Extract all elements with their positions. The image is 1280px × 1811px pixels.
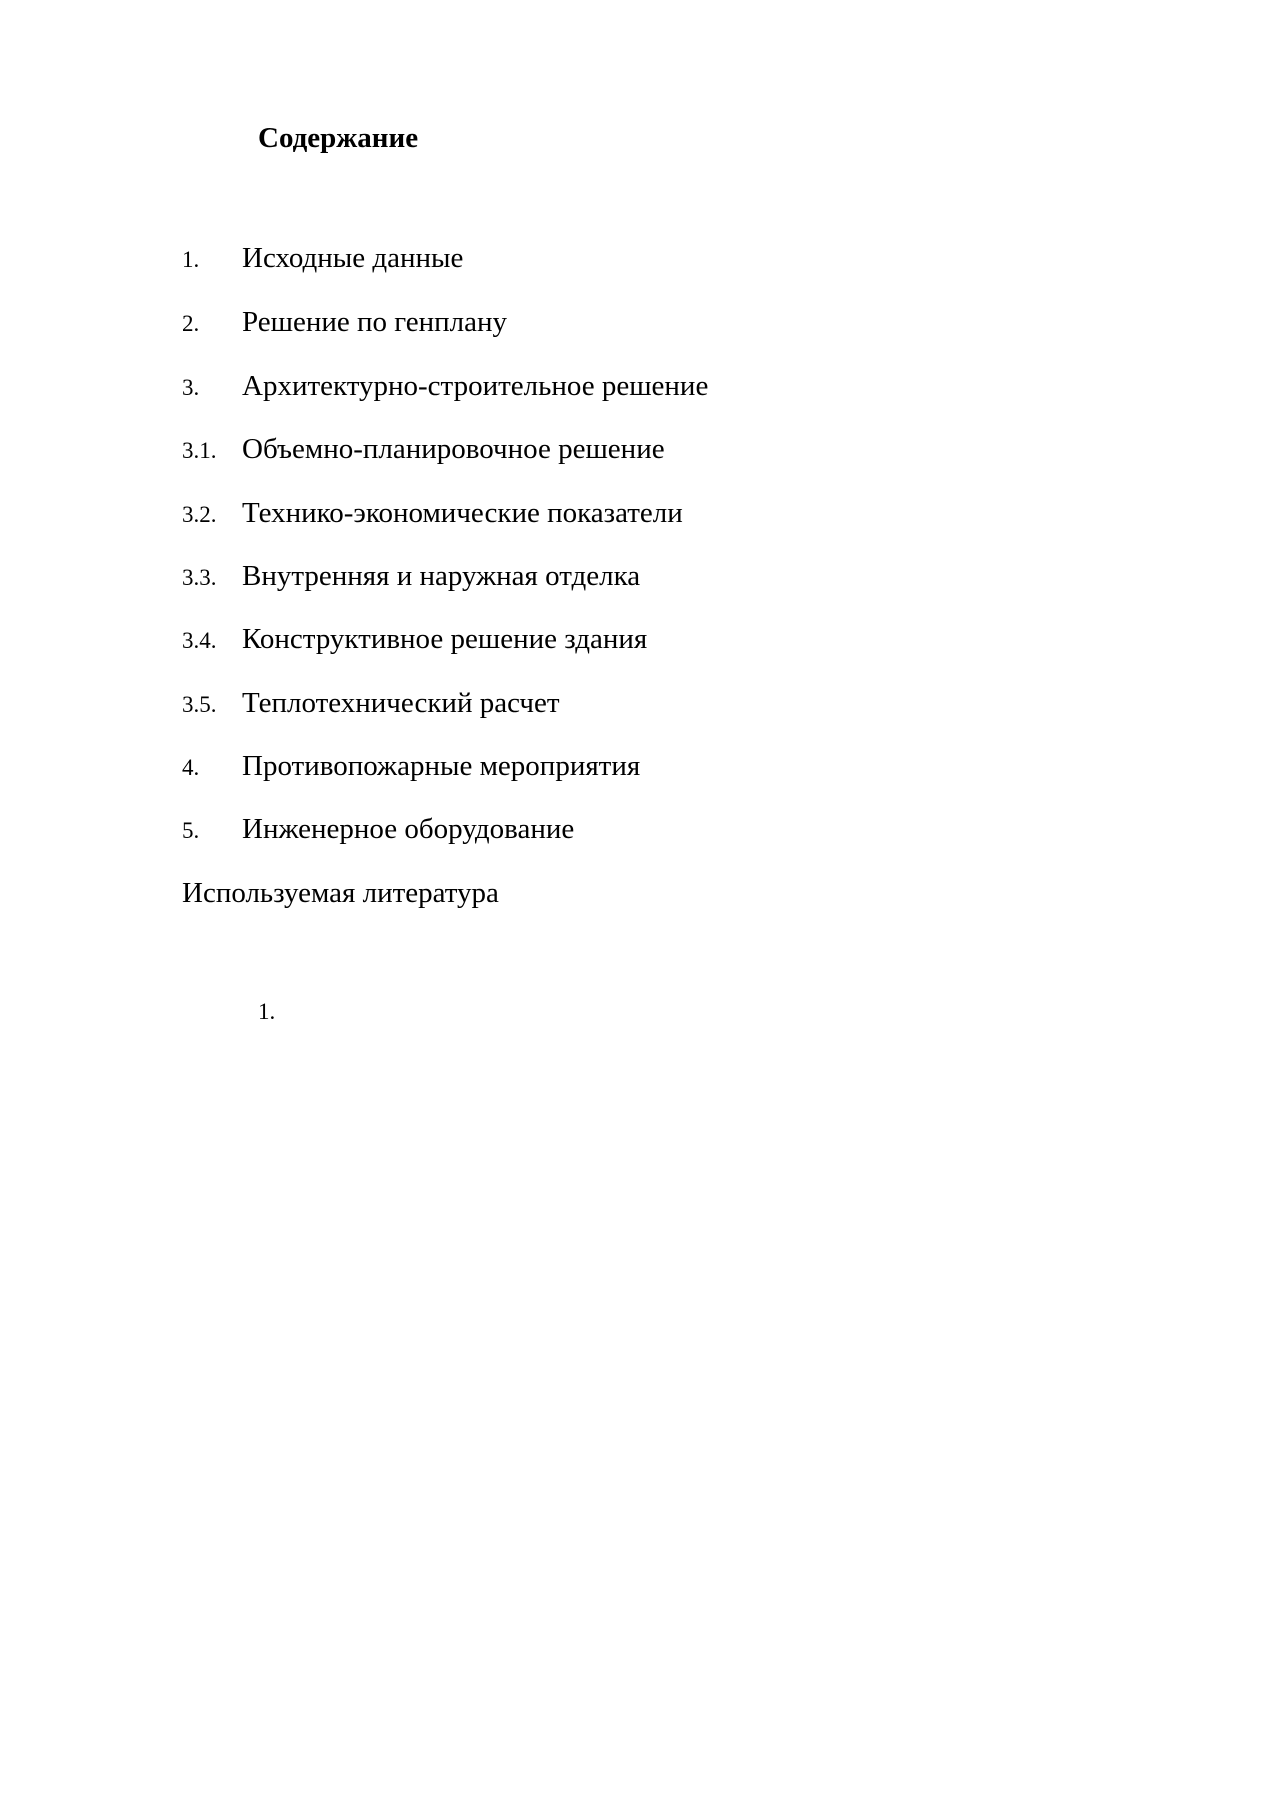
toc-item-number: 3.2. xyxy=(182,502,217,527)
toc-item-text: Архитектурно-строительное решение xyxy=(242,370,709,402)
toc-item-number: 3.4. xyxy=(182,628,217,653)
toc-item-text: Объемно-планировочное решение xyxy=(242,433,665,465)
toc-item-text: Конструктивное решение здания xyxy=(242,623,648,655)
literature-heading: Используемая литература xyxy=(182,877,499,909)
toc-item-number: 2. xyxy=(182,311,200,336)
toc-item-number: 3.5. xyxy=(182,692,217,717)
toc-item-text: Технико-экономические показатели xyxy=(242,497,683,529)
toc-item-text: Внутренняя и наружная отделка xyxy=(242,560,641,592)
toc-item-text: Решение по генплану xyxy=(242,306,508,338)
toc-item-number: 5. xyxy=(182,818,200,843)
toc-item-number: 1. xyxy=(182,247,200,272)
toc-item-number: 3.1. xyxy=(182,438,217,463)
toc-item-text: Противопожарные мероприятия xyxy=(242,750,641,782)
toc-item-number: 3.3. xyxy=(182,565,217,590)
toc-item-number: 4. xyxy=(182,755,200,780)
toc-item-number: 3. xyxy=(182,375,200,400)
toc-item-text: Инженерное оборудование xyxy=(242,813,575,845)
page-title: Содержание xyxy=(258,122,419,154)
list-number: 1. xyxy=(258,999,276,1024)
toc-item-text: Теплотехнический расчет xyxy=(242,687,560,719)
toc-item-text: Исходные данные xyxy=(242,242,464,274)
